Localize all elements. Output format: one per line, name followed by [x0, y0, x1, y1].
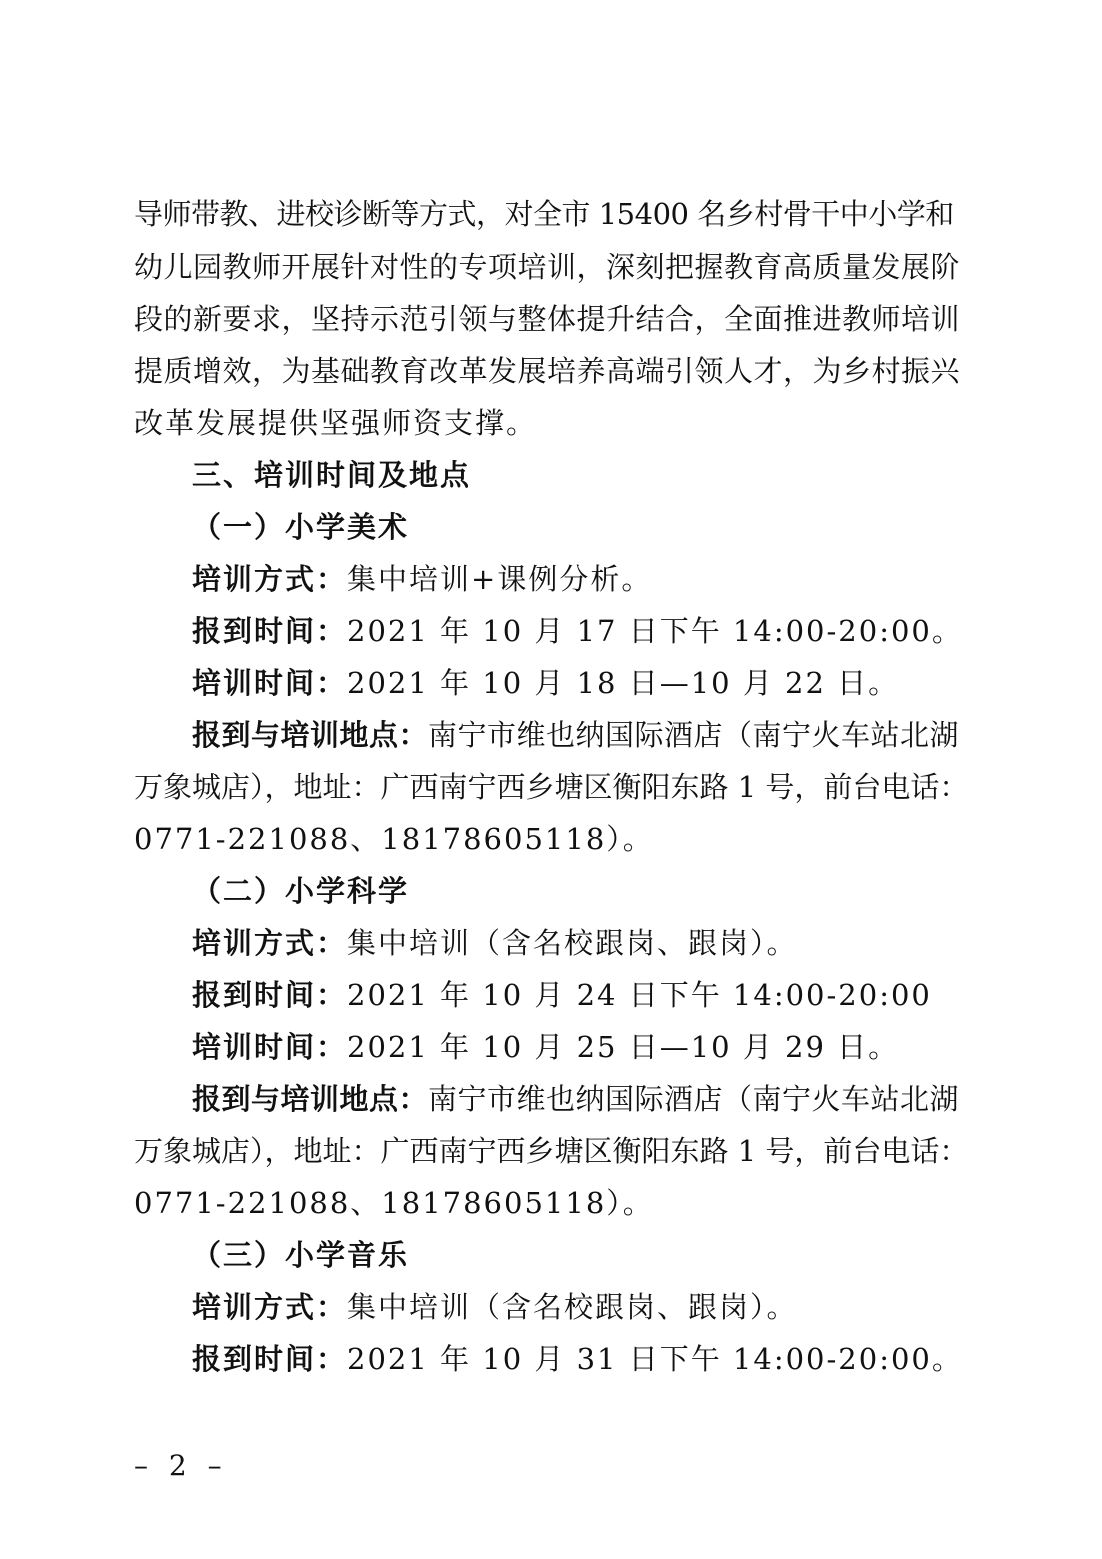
- body-text-line: 改革发展提供坚强师资支撑。: [134, 406, 538, 440]
- art-method-row: [192, 559, 1102, 599]
- field-label: 报到时间：: [192, 978, 348, 1012]
- field-value: 南宁市维也纳国际酒店（南宁火车站北湖: [428, 718, 960, 752]
- field-label: 培训方式：: [192, 1290, 348, 1324]
- section-heading: 三、培训时间及地点: [192, 458, 472, 492]
- field-value: 2021 年 10 月 17 日下午 14:00-20:00。: [347, 614, 963, 648]
- science-method-row: [192, 923, 1102, 963]
- field-label: 培训方式：: [192, 562, 348, 596]
- field-value: 集中培训（含名校跟岗、跟岗）。: [347, 1290, 798, 1324]
- art-location-line: 万象城店），地址：广西南宁西乡塘区衡阳东路 1 号，前台电话：: [134, 770, 969, 804]
- music-heading: （三）小学音乐: [192, 1238, 410, 1272]
- field-label: 培训时间：: [192, 666, 348, 700]
- field-label: 报到时间：: [192, 614, 348, 648]
- field-value: 2021 年 10 月 18 日—10 月 22 日。: [347, 666, 900, 700]
- field-label: 报到时间：: [192, 1342, 348, 1376]
- field-value: 集中培训+课例分析。: [347, 562, 653, 596]
- art-location-row: [192, 715, 1102, 755]
- field-value: 2021 年 10 月 25 日—10 月 29 日。: [347, 1030, 900, 1064]
- science-checkin-row: [192, 975, 1102, 1015]
- field-label: 报到与培训地点：: [192, 1082, 429, 1116]
- field-value: 南宁市维也纳国际酒店（南宁火车站北湖: [428, 1082, 960, 1116]
- science-location-row: [192, 1079, 1102, 1119]
- science-location-line: 万象城店），地址：广西南宁西乡塘区衡阳东路 1 号，前台电话：: [134, 1134, 969, 1168]
- art-heading: （一）小学美术: [192, 510, 410, 544]
- field-label: 培训时间：: [192, 1030, 348, 1064]
- body-text-line: 提质增效，为基础教育改革发展培养高端引领人才，为乡村振兴: [134, 354, 961, 388]
- art-location-line: 0771-221088、18178605118）。: [134, 822, 654, 856]
- body-text-line: 导师带教、进校诊断等方式，对全市 15400 名乡村骨干中小学和: [134, 197, 954, 231]
- field-label: 培训方式：: [192, 926, 348, 960]
- music-checkin-row: [192, 1339, 1102, 1379]
- body-text-line: 幼儿园教师开展针对性的专项培训，深刻把握教育高质量发展阶: [134, 250, 961, 284]
- art-checkin-row: [192, 611, 1102, 651]
- field-value: 2021 年 10 月 31 日下午 14:00-20:00。: [347, 1342, 963, 1376]
- science-training-row: [192, 1027, 1102, 1067]
- art-training-row: [192, 663, 1102, 703]
- field-value: 集中培训（含名校跟岗、跟岗）。: [347, 926, 798, 960]
- field-value: 2021 年 10 月 24 日下午 14:00-20:00: [347, 978, 932, 1012]
- science-location-line: 0771-221088、18178605118）。: [134, 1186, 654, 1220]
- page-number: – 2 –: [134, 1449, 228, 1482]
- field-label: 报到与培训地点：: [192, 718, 429, 752]
- science-heading: （二）小学科学: [192, 874, 410, 908]
- body-text-line: 段的新要求，坚持示范引领与整体提升结合，全面推进教师培训: [134, 302, 961, 336]
- music-method-row: [192, 1287, 1102, 1327]
